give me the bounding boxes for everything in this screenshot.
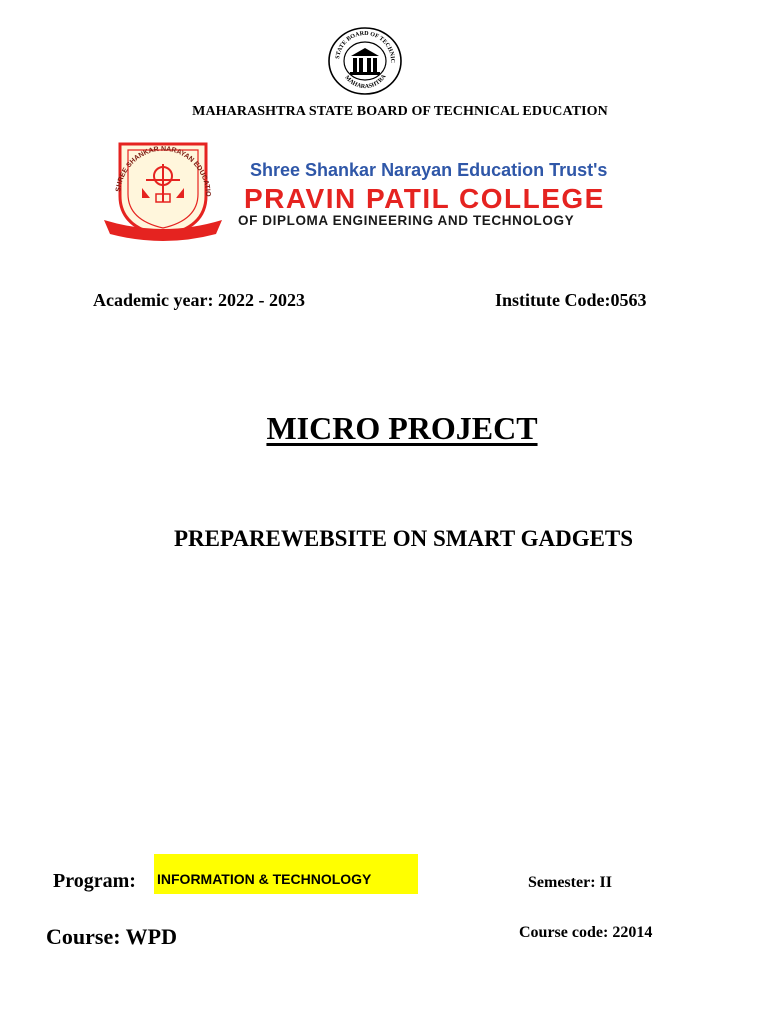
page-title: MICRO PROJECT (266, 410, 538, 446)
board-name: MAHARASHTRA STATE BOARD OF TECHNICAL EDUCATION (192, 104, 608, 119)
board-logo (327, 26, 403, 96)
board-logo-text: STATE BOARD OF TECHNIC (335, 30, 396, 64)
program-label: Program: (53, 870, 136, 892)
academic-year: Academic year: 2022 - 2023 (93, 290, 305, 310)
board-logo-text-bottom: MAHARASHTRA (343, 73, 388, 91)
project-title: PREPAREWEBSITE ON SMART GADGETS (174, 526, 634, 551)
college-name: PRAVIN PATIL COLLEGE (244, 183, 605, 214)
trust-name: Shree Shankar Narayan Education Trust's (250, 160, 608, 180)
institute-code: Institute Code:0563 (495, 290, 647, 310)
program-value: INFORMATION & TECHNOLOGY (154, 854, 418, 894)
course: Course: WPD (46, 924, 177, 949)
svg-text:MAHARASHTRA (343, 73, 388, 90)
course-code: Course code: 22014 (519, 924, 653, 941)
svg-text:STATE BOARD OF TECHNICAL EDUCA (327, 26, 395, 63)
semester: Semester: II (528, 874, 612, 891)
college-emblem (98, 136, 228, 244)
emblem-text: SHREE SHANKAR NARAYAN EDUCATIO (115, 145, 212, 197)
college-subtitle: OF DIPLOMA ENGINEERING AND TECHNOLOGY (238, 213, 575, 228)
